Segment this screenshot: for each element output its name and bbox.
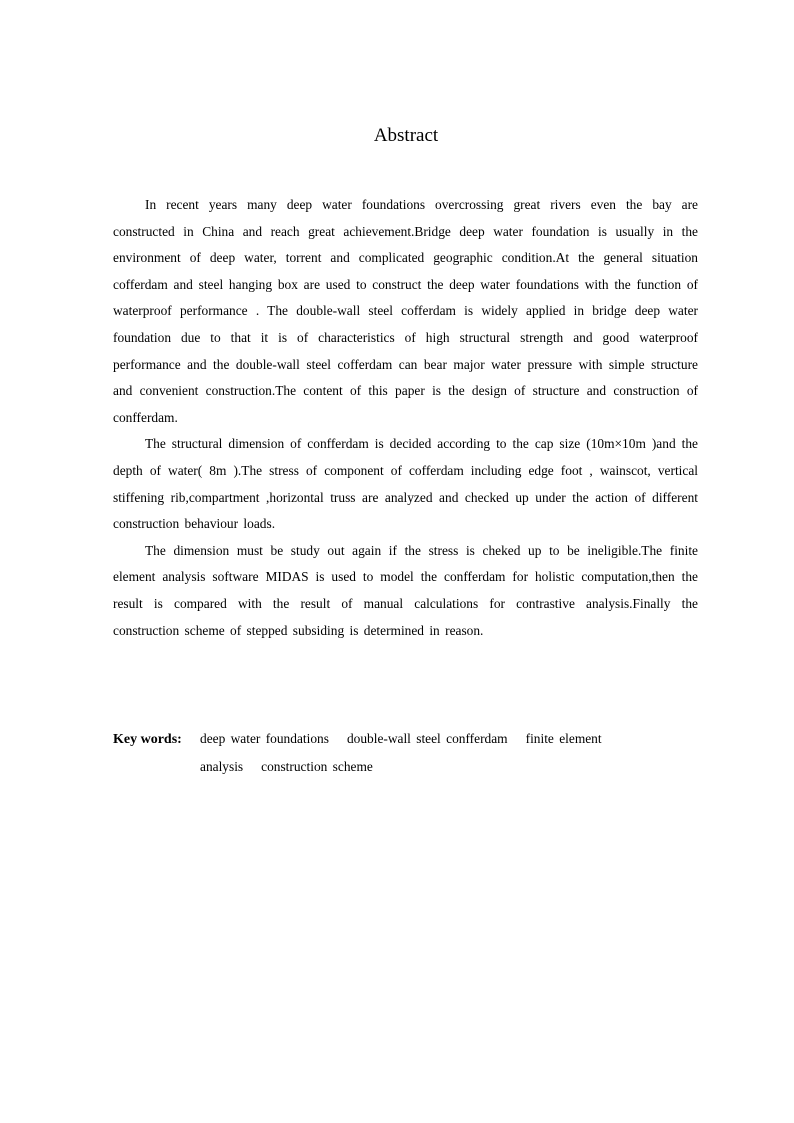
abstract-paragraph-3: The dimension must be study out again if the stress is cheked up to be ineligible.The finite element analysis software MIDAS is used to model the confferdam for holistic computation,then the result is compared with the result of manual calculations for contrastive analysis.Finally the construction scheme of stepped subsiding is determined in reason. — [113, 542, 698, 638]
page-title: Abstract — [373, 125, 439, 146]
keywords-label: Key words: — [113, 732, 182, 747]
abstract-paragraph-1: In recent years many deep water foundations overcrossing great rivers even the bay are constructed in China and reach great achievement.Bridge deep water foundation is usually in the environment of deep water, torrent and complicated geographic condition.At the general situation cofferdam and steel hanging box are used to construct the deep water foundations with the function of waterproof performance . The double-wall steel cofferdam is widely applied in bridge deep water foundation due to that it is of characteristics of high structural strength and good waterproof performance and the double-wall steel cofferdam can bear major water pressure with simple structure and convenient construction.The content of this paper is the design of structure and construction of confferdam. — [113, 197, 698, 425]
keyword-item: double-wall steel confferdam — [346, 731, 508, 746]
keyword-item: deep water foundations — [200, 731, 329, 746]
keyword-item: analysis — [200, 758, 244, 774]
keyword-item: construction scheme — [261, 758, 373, 774]
abstract-body — [113, 192, 698, 644]
keywords-section — [113, 726, 698, 780]
abstract-paragraph-2: The structural dimension of confferdam is decided according to the cap size (10m×10m )and the depth of water( 8m ).The stress of component of cofferdam including edge foot , wainscot, vertical stiffening rib,compartment ,horizontal truss are analyzed and checked up under the action of different construction behaviour loads. — [113, 436, 698, 532]
keywords-line-1 — [113, 726, 698, 754]
keywords-line-2 — [113, 754, 698, 781]
keyword-item: finite element — [525, 731, 602, 746]
